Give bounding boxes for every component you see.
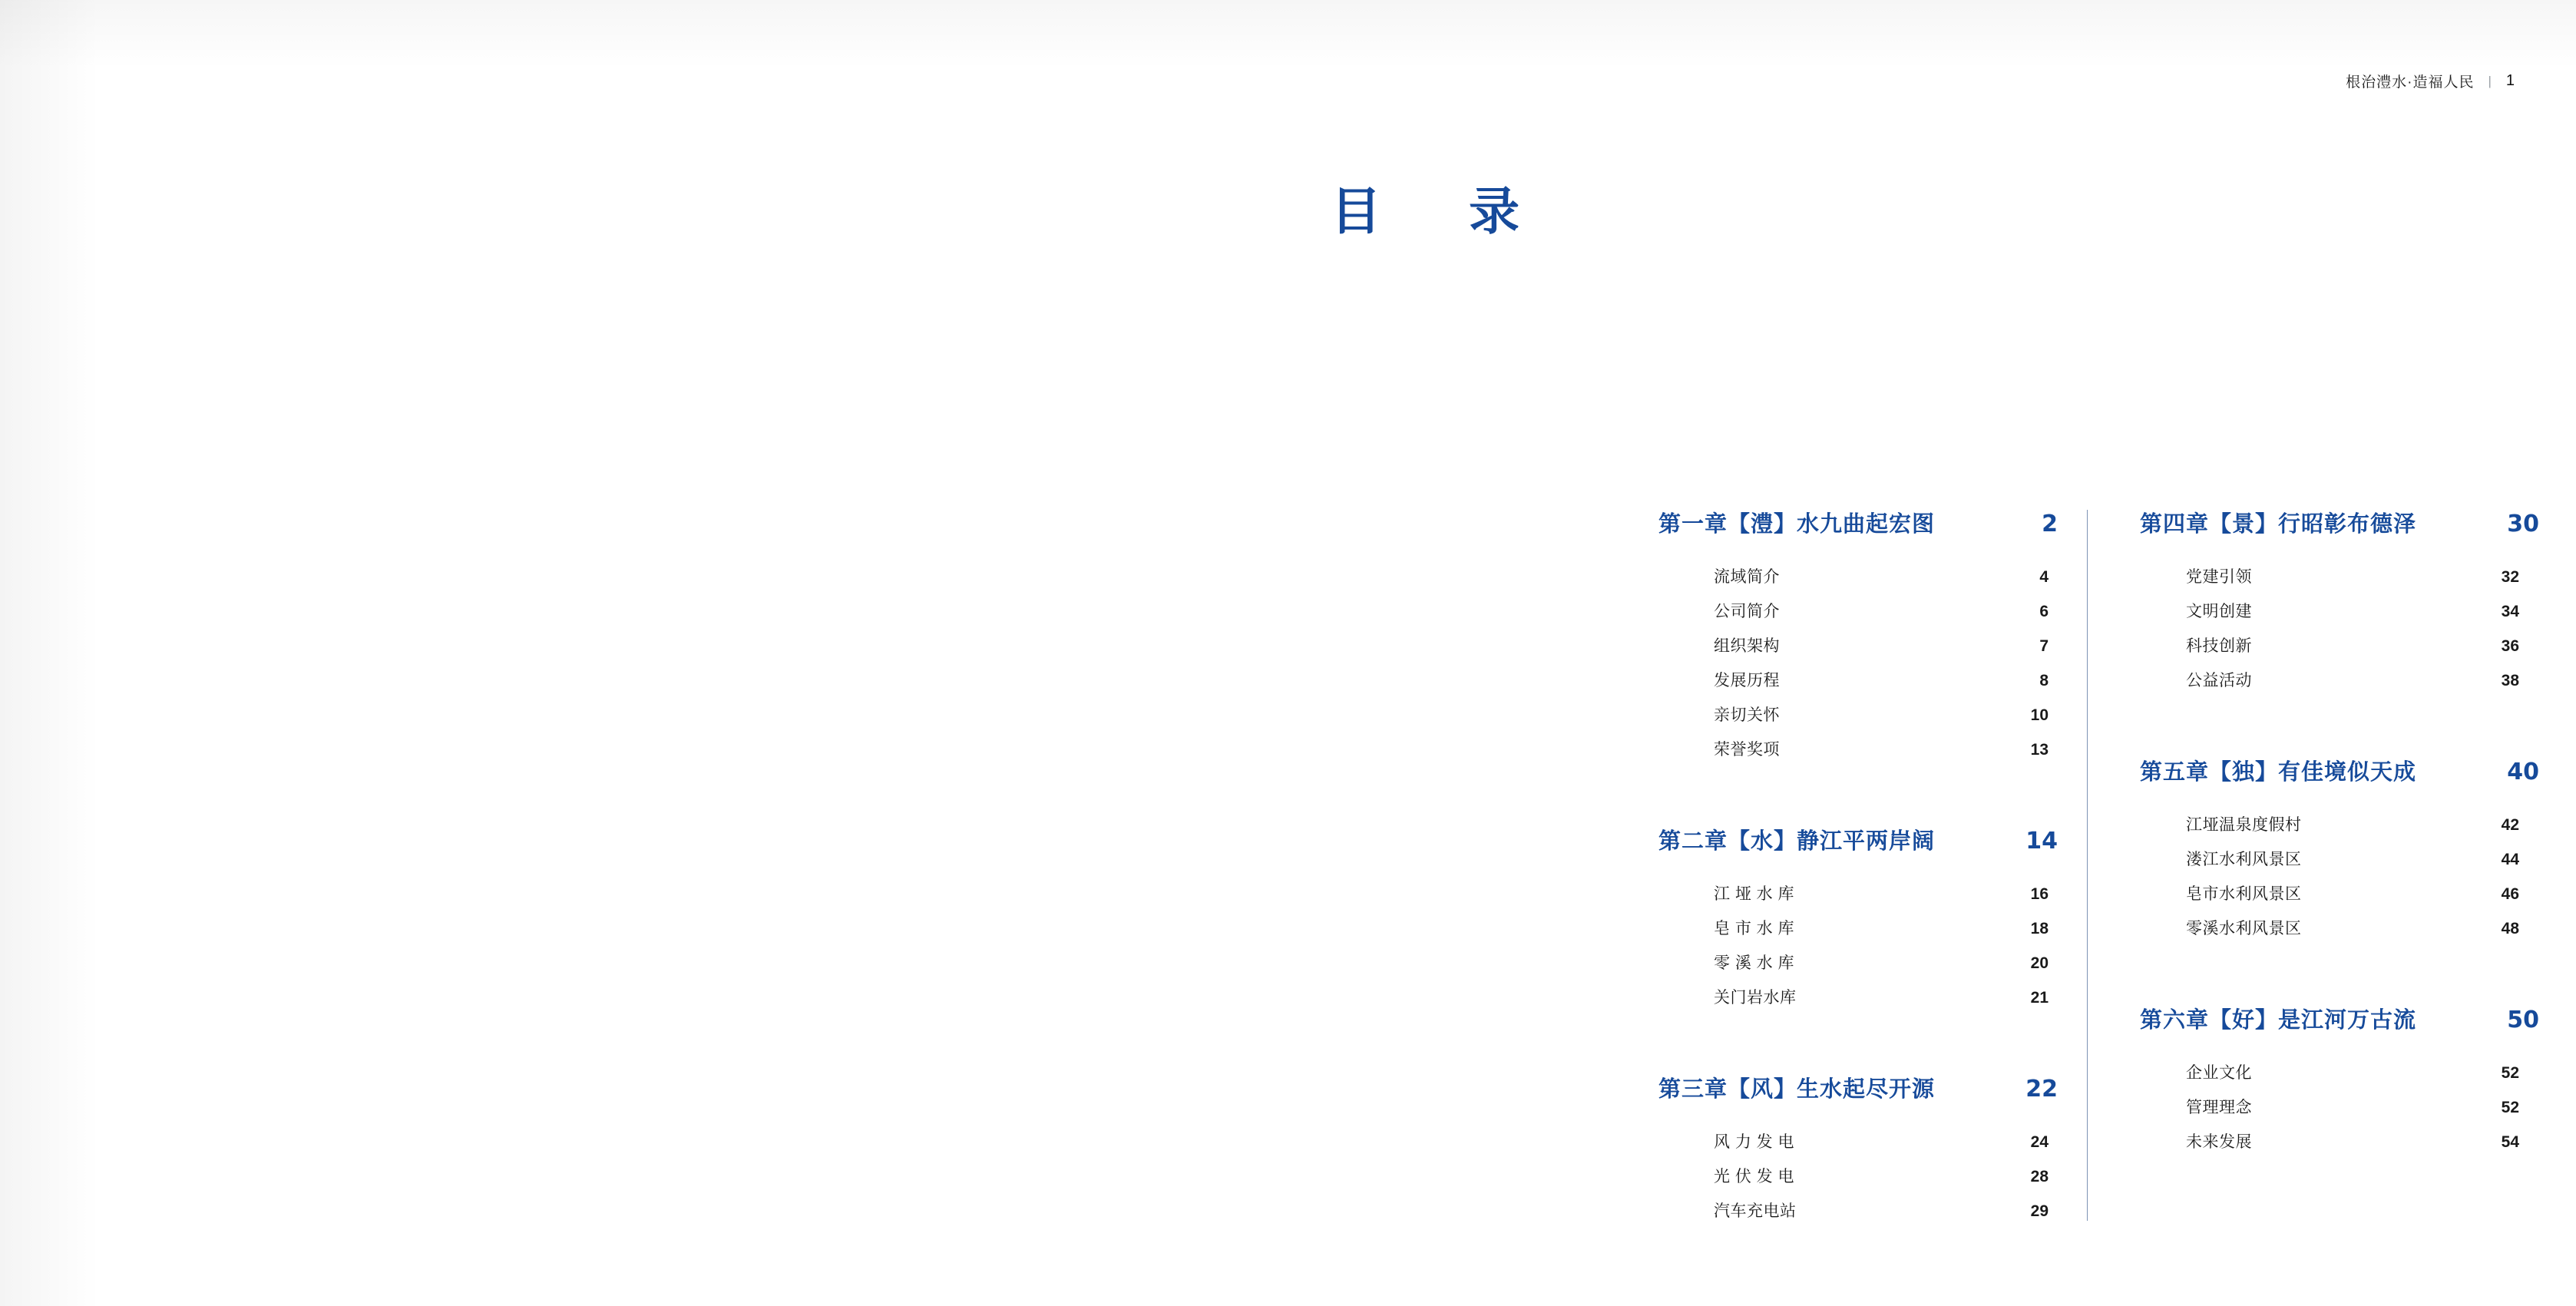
entry-title: 党建引领 [2186,568,2252,586]
entry-title: 公司简介 [1714,603,1780,620]
toc-columns [1658,507,2539,1227]
entry-title: 管理理念 [2186,1099,2252,1116]
entry-title: 零 溪 水 库 [1714,954,1795,972]
page-title: 目 录 [1331,182,1538,241]
entry-page: 24 [2030,1133,2049,1151]
chapter-page: 40 [2507,759,2539,785]
entry-title: 风 力 发 电 [1714,1133,1795,1151]
toc-chapter-heading[interactable] [2140,507,2539,538]
list-item[interactable] [1658,593,2058,627]
entry-page: 20 [2030,954,2049,972]
list-item[interactable] [1658,1158,2058,1192]
toc-chapter-heading[interactable] [1658,824,2058,855]
chapter-title: 【水】静江平两岸阔 [1728,828,1936,854]
chapter-title: 【澧】水九曲起宏图 [1728,511,1936,537]
toc-entry-list [2140,1054,2539,1158]
page-left-shading [0,0,100,1306]
chapter-label: 第二章 [1658,828,1728,854]
entry-page: 32 [2501,568,2519,586]
entry-page: 6 [2039,603,2049,620]
chapter-page: 14 [2025,828,2058,855]
list-item[interactable] [1658,944,2058,979]
chapter-label: 第三章 [1658,1076,1728,1102]
list-item[interactable] [2140,627,2539,662]
toc-chapter [2140,1003,2539,1158]
chapter-label: 第一章 [1658,511,1728,537]
entry-page: 46 [2501,885,2519,903]
entry-page: 42 [2501,816,2519,834]
list-item[interactable] [1658,1192,2058,1227]
list-item[interactable] [1658,696,2058,731]
list-item[interactable] [1658,731,2058,765]
chapter-title: 【景】行昭彰布德泽 [2209,511,2417,537]
entry-title: 荣誉奖项 [1714,741,1780,759]
toc-chapter-heading[interactable] [1658,507,2058,538]
entry-title: 零溪水利风景区 [2186,920,2302,937]
list-item[interactable] [2140,593,2539,627]
entry-page: 16 [2030,885,2049,903]
chapter-page: 30 [2507,511,2539,537]
entry-page: 36 [2501,637,2519,655]
toc-column-right [2088,507,2539,1158]
chapter-title: 【好】是江河万古流 [2209,1007,2417,1033]
list-item[interactable] [2140,841,2539,875]
list-item[interactable] [1658,1123,2058,1158]
list-item[interactable] [2140,875,2539,910]
entry-title: 组织架构 [1714,637,1780,655]
chapter-page: 22 [2025,1076,2058,1103]
entry-page: 10 [2030,706,2049,724]
toc-chapter [1658,507,2058,765]
page-number: 1 [2505,72,2515,89]
entry-page: 29 [2030,1202,2049,1220]
toc-chapter [1658,824,2058,1013]
entry-page: 8 [2039,672,2049,689]
list-item[interactable] [2140,1123,2539,1158]
entry-page: 21 [2030,989,2049,1007]
entry-title: 汽车充电站 [1714,1202,1797,1220]
chapter-page: 50 [2507,1007,2539,1033]
entry-title: 溇江水利风景区 [2186,851,2302,868]
list-item[interactable] [1658,875,2058,910]
toc-entry-list [2140,806,2539,944]
toc-column-left [1658,507,2087,1227]
entry-title: 发展历程 [1714,672,1780,689]
entry-page: 18 [2030,920,2049,937]
toc-chapter [2140,755,2539,944]
toc-chapter-heading[interactable] [1658,1072,2058,1103]
toc-chapter [2140,507,2539,696]
chapter-title: 【风】生水起尽开源 [1728,1076,1936,1102]
entry-page: 52 [2501,1064,2519,1082]
list-item[interactable] [1658,627,2058,662]
toc-entry-list [1658,558,2058,765]
toc-entry-list [1658,1123,2058,1227]
entry-title: 光 伏 发 电 [1714,1168,1795,1185]
toc-chapter-heading[interactable] [2140,1003,2539,1034]
running-header-divider: | [2488,73,2492,88]
entry-page: 28 [2030,1168,2049,1185]
chapter-page: 2 [2042,511,2058,537]
toc-chapter [1658,1072,2058,1227]
entry-title: 公益活动 [2186,672,2252,689]
list-item[interactable] [2140,806,2539,841]
list-item[interactable] [1658,558,2058,593]
entry-title: 企业文化 [2186,1064,2252,1082]
entry-title: 江 垭 水 库 [1714,885,1795,903]
entry-title: 流域简介 [1714,568,1780,586]
chapter-label: 第五章 [2140,759,2210,785]
entry-page: 38 [2501,672,2519,689]
list-item[interactable] [2140,1054,2539,1089]
list-item[interactable] [1658,662,2058,696]
list-item[interactable] [2140,662,2539,696]
toc-entry-list [2140,558,2539,696]
entry-title: 皂市水利风景区 [2186,885,2302,903]
entry-title: 亲切关怀 [1714,706,1780,724]
running-header [2346,71,2515,91]
entry-page: 52 [2501,1099,2519,1116]
entry-title: 关门岩水库 [1714,989,1797,1007]
running-header-title: 根治澧水·造福人民 [2346,74,2475,91]
entry-title: 未来发展 [2186,1133,2252,1151]
list-item[interactable] [2140,558,2539,593]
page-top-shading [0,0,2576,69]
entry-title: 科技创新 [2186,637,2252,655]
chapter-label: 第四章 [2140,511,2210,537]
list-item[interactable] [1658,979,2058,1013]
list-item[interactable] [2140,910,2539,944]
toc-entry-list [1658,875,2058,1013]
entry-page: 4 [2039,568,2049,586]
entry-page: 44 [2501,851,2519,868]
entry-page: 48 [2501,920,2519,937]
entry-title: 文明创建 [2186,603,2252,620]
entry-page: 34 [2501,603,2519,620]
chapter-title: 【独】有佳境似天成 [2209,759,2417,785]
entry-title: 江垭温泉度假村 [2186,816,2302,834]
list-item[interactable] [2140,1089,2539,1123]
chapter-label: 第六章 [2140,1007,2210,1033]
entry-page: 54 [2501,1133,2519,1151]
list-item[interactable] [1658,910,2058,944]
toc-chapter-heading[interactable] [2140,755,2539,786]
entry-page: 7 [2039,637,2049,655]
entry-title: 皂 市 水 库 [1714,920,1795,937]
entry-page: 13 [2030,741,2049,759]
